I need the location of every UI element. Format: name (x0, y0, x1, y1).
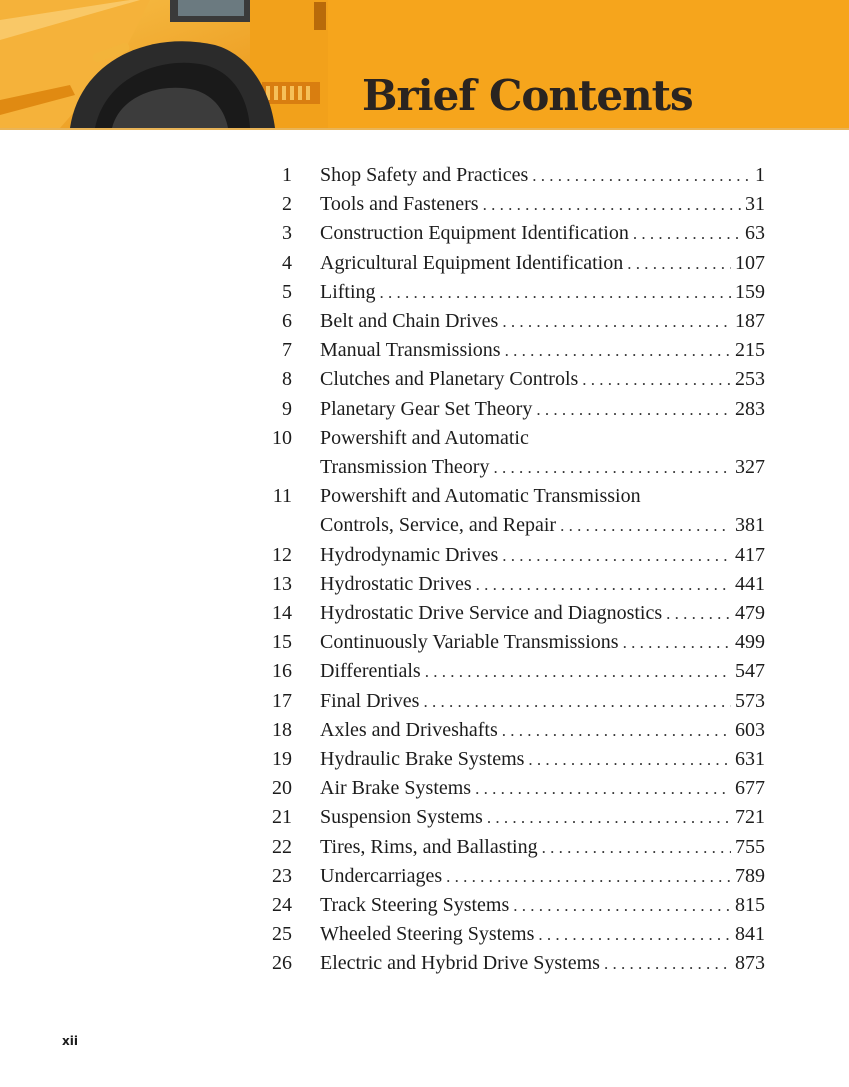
chapter-title-line (320, 365, 765, 394)
chapter-page-number: 547 (735, 660, 765, 683)
dot-leader (380, 278, 731, 307)
chapter-title-line (320, 541, 765, 570)
header-photo-loader (0, 0, 328, 128)
toc-entry (250, 803, 765, 832)
chapter-title-line (320, 395, 765, 424)
chapter-entry-body (320, 395, 765, 424)
chapter-title-line (320, 716, 765, 745)
chapter-title: Hydraulic Brake Systems (320, 748, 525, 771)
chapter-number: 25 (272, 923, 292, 946)
chapter-number: 19 (272, 748, 292, 771)
chapter-title-line (320, 219, 765, 248)
chapter-title-line (320, 687, 765, 716)
chapter-number: 15 (272, 631, 292, 654)
chapter-entry-body (320, 161, 765, 190)
chapter-title: Lifting (320, 280, 376, 303)
chapter-entry-body (320, 336, 765, 365)
chapter-title: Tires, Rims, and Ballasting (320, 835, 538, 858)
toc-entry (250, 891, 765, 920)
chapter-title-line (320, 628, 765, 657)
chapter-number: 23 (272, 864, 292, 887)
chapter-page-number: 159 (735, 280, 765, 303)
chapter-number: 9 (282, 397, 292, 420)
chapter-number: 17 (272, 689, 292, 712)
chapter-page-number: 499 (735, 631, 765, 654)
chapter-title: Planetary Gear Set Theory (320, 397, 533, 420)
chapter-number: 26 (272, 952, 292, 975)
chapter-title: Shop Safety and Practices (320, 164, 529, 186)
chapter-entry-body (320, 862, 765, 891)
toc-entry (250, 541, 765, 570)
chapter-page-number: 381 (735, 514, 765, 537)
wheel-loader-image (0, 0, 328, 128)
toc-entry (250, 190, 765, 219)
chapter-page-number: 107 (735, 251, 765, 274)
chapter-title: Hydrostatic Drives (320, 572, 472, 595)
chapter-page-number: 815 (735, 894, 765, 917)
chapter-entry-body (320, 920, 765, 949)
chapter-title: Suspension Systems (320, 806, 483, 829)
chapter-entry-body (320, 774, 765, 803)
toc-entry (250, 862, 765, 891)
chapter-number: 6 (282, 310, 292, 333)
chapter-title: Agricultural Equipment Identification (320, 251, 624, 274)
chapter-title: Tools and Fasteners (320, 193, 479, 216)
toc-entry (250, 570, 765, 599)
chapter-number: 22 (272, 835, 292, 858)
dot-leader (476, 570, 731, 599)
chapter-entry-body (320, 657, 765, 686)
toc-entry (250, 949, 765, 978)
chapter-title-line (320, 774, 765, 803)
dot-leader (513, 891, 731, 920)
chapter-page-number: 63 (745, 222, 765, 245)
chapter-title-line (320, 657, 765, 686)
chapter-page-number: 873 (735, 952, 765, 975)
toc-entry (250, 687, 765, 716)
toc-entry (250, 249, 765, 278)
chapter-title-first-line: Powershift and Automatic (320, 426, 529, 449)
dot-leader (528, 745, 731, 774)
dot-leader (560, 511, 731, 540)
toc-entry (250, 278, 765, 307)
toc-entry (250, 307, 765, 336)
chapter-title: Differentials (320, 660, 421, 683)
chapter-page-number: 327 (735, 456, 765, 479)
toc-entry (250, 161, 765, 190)
toc-entry (250, 365, 765, 394)
toc-entry (250, 628, 765, 657)
chapter-title-line (320, 161, 765, 190)
chapter-title-line (320, 307, 765, 336)
chapter-title-line (320, 278, 765, 307)
contents-list (250, 161, 765, 979)
dot-leader (532, 161, 751, 190)
page-title: Brief Contents (362, 71, 693, 120)
chapter-entry-body (320, 365, 765, 394)
chapter-number: 5 (282, 280, 292, 303)
toc-entry (250, 424, 765, 482)
toc-entry (250, 219, 765, 248)
chapter-title: Controls, Service, and Repair (320, 514, 557, 537)
chapter-page-number: 631 (735, 748, 765, 771)
chapter-page-number: 283 (735, 397, 765, 420)
chapter-number: 16 (272, 660, 292, 683)
dot-leader (493, 453, 731, 482)
chapter-page-number: 677 (735, 777, 765, 800)
chapter-entry-body (320, 570, 765, 599)
chapter-number: 8 (282, 368, 292, 391)
chapter-entry-body (320, 745, 765, 774)
dot-leader (633, 219, 741, 248)
chapter-entry-body (320, 307, 765, 336)
chapter-title: Undercarriages (320, 864, 443, 887)
dot-leader (502, 716, 731, 745)
chapter-page-number: 479 (735, 602, 765, 625)
toc-entry (250, 395, 765, 424)
chapter-title-first-line: Powershift and Automatic Transmission (320, 485, 641, 508)
dot-leader (483, 190, 741, 219)
chapter-number: 24 (272, 894, 292, 917)
chapter-entry-body (320, 190, 765, 219)
chapter-page-number: 253 (735, 368, 765, 391)
chapter-page-number: 31 (745, 193, 765, 216)
chapter-number: 13 (272, 572, 292, 595)
chapter-title: Transmission Theory (320, 456, 490, 479)
chapter-title-line (320, 190, 765, 219)
chapter-page-number: 573 (735, 689, 765, 712)
chapter-entry-body (320, 249, 765, 278)
toc-entry (250, 716, 765, 745)
chapter-entry-body (320, 833, 765, 862)
dot-leader (446, 862, 731, 891)
chapter-entry-body (320, 424, 765, 482)
chapter-title: Final Drives (320, 689, 420, 712)
toc-entry (250, 745, 765, 774)
chapter-title-line (320, 336, 765, 365)
chapter-number: 7 (282, 339, 292, 362)
dot-leader (604, 949, 731, 978)
dot-leader (505, 336, 731, 365)
chapter-page-number: 441 (735, 572, 765, 595)
chapter-number: 14 (272, 602, 292, 625)
dot-leader (542, 833, 731, 862)
chapter-title-line (320, 249, 765, 278)
chapter-page-number: 789 (735, 864, 765, 887)
chapter-number: 20 (272, 777, 292, 800)
chapter-title: Air Brake Systems (320, 777, 472, 800)
dot-leader (536, 395, 731, 424)
chapter-number: 4 (282, 251, 292, 274)
toc-entry (250, 336, 765, 365)
dot-leader (423, 687, 731, 716)
dot-leader (425, 657, 731, 686)
dot-leader (666, 599, 731, 628)
chapter-number: 12 (272, 543, 292, 566)
chapter-title-line (320, 745, 765, 774)
dot-leader (502, 307, 731, 336)
chapter-entry-body (320, 219, 765, 248)
page-folio: xii (62, 1034, 78, 1048)
toc-entry (250, 599, 765, 628)
chapter-number: 2 (282, 193, 292, 216)
chapter-title-line (320, 803, 765, 832)
dot-leader (475, 774, 731, 803)
chapter-page-number: 603 (735, 718, 765, 741)
chapter-number: 18 (272, 718, 292, 741)
chapter-entry-body (320, 482, 765, 540)
chapter-page-number: 417 (735, 543, 765, 566)
chapter-title-line (320, 920, 765, 949)
chapter-number: 3 (282, 222, 292, 245)
chapter-number: 1 (282, 164, 292, 186)
chapter-entry-body (320, 949, 765, 978)
chapter-entry-body (320, 716, 765, 745)
dot-leader (487, 803, 731, 832)
chapter-title-line (320, 599, 765, 628)
chapter-title: Clutches and Planetary Controls (320, 368, 579, 391)
chapter-number: 11 (272, 485, 292, 508)
chapter-title-line (320, 891, 765, 920)
chapter-title: Track Steering Systems (320, 894, 510, 917)
chapter-number: 21 (272, 806, 292, 829)
chapter-title-line (320, 949, 765, 978)
dot-leader (627, 249, 731, 278)
chapter-page-number: 841 (735, 923, 765, 946)
chapter-entry-body (320, 599, 765, 628)
dot-leader (538, 920, 731, 949)
chapter-title: Belt and Chain Drives (320, 310, 499, 333)
chapter-page-number: 215 (735, 339, 765, 362)
chapter-number: 10 (272, 426, 292, 449)
dot-leader (582, 365, 731, 394)
chapter-title-line (320, 862, 765, 891)
toc-entry (250, 657, 765, 686)
toc-entry (250, 774, 765, 803)
toc-entry (250, 833, 765, 862)
chapter-entry-body (320, 687, 765, 716)
chapter-title-line (320, 833, 765, 862)
chapter-title: Construction Equipment Identification (320, 222, 629, 245)
toc-entry (250, 920, 765, 949)
chapter-title-line (320, 453, 765, 482)
chapter-page-number: 721 (735, 806, 765, 829)
banner-rule (0, 128, 849, 130)
chapter-title: Hydrostatic Drive Service and Diagnostics (320, 602, 663, 625)
chapter-page-number: 187 (735, 310, 765, 333)
toc-entry (250, 482, 765, 540)
chapter-title: Axles and Driveshafts (320, 718, 498, 741)
chapter-title: Electric and Hybrid Drive Systems (320, 952, 600, 975)
chapter-entry-body (320, 541, 765, 570)
chapter-title-line (320, 570, 765, 599)
chapter-page-number: 755 (735, 835, 765, 858)
chapter-entry-body (320, 628, 765, 657)
chapter-entry-body (320, 278, 765, 307)
chapter-page-number: 1 (755, 164, 765, 186)
chapter-title-line (320, 511, 765, 540)
chapter-entry-body (320, 803, 765, 832)
dot-leader (623, 628, 731, 657)
dot-leader (502, 541, 731, 570)
chapter-entry-body (320, 891, 765, 920)
chapter-title: Continuously Variable Transmissions (320, 631, 619, 654)
chapter-title: Hydrodynamic Drives (320, 543, 499, 566)
chapter-title: Manual Transmissions (320, 339, 501, 362)
chapter-title: Wheeled Steering Systems (320, 923, 535, 946)
